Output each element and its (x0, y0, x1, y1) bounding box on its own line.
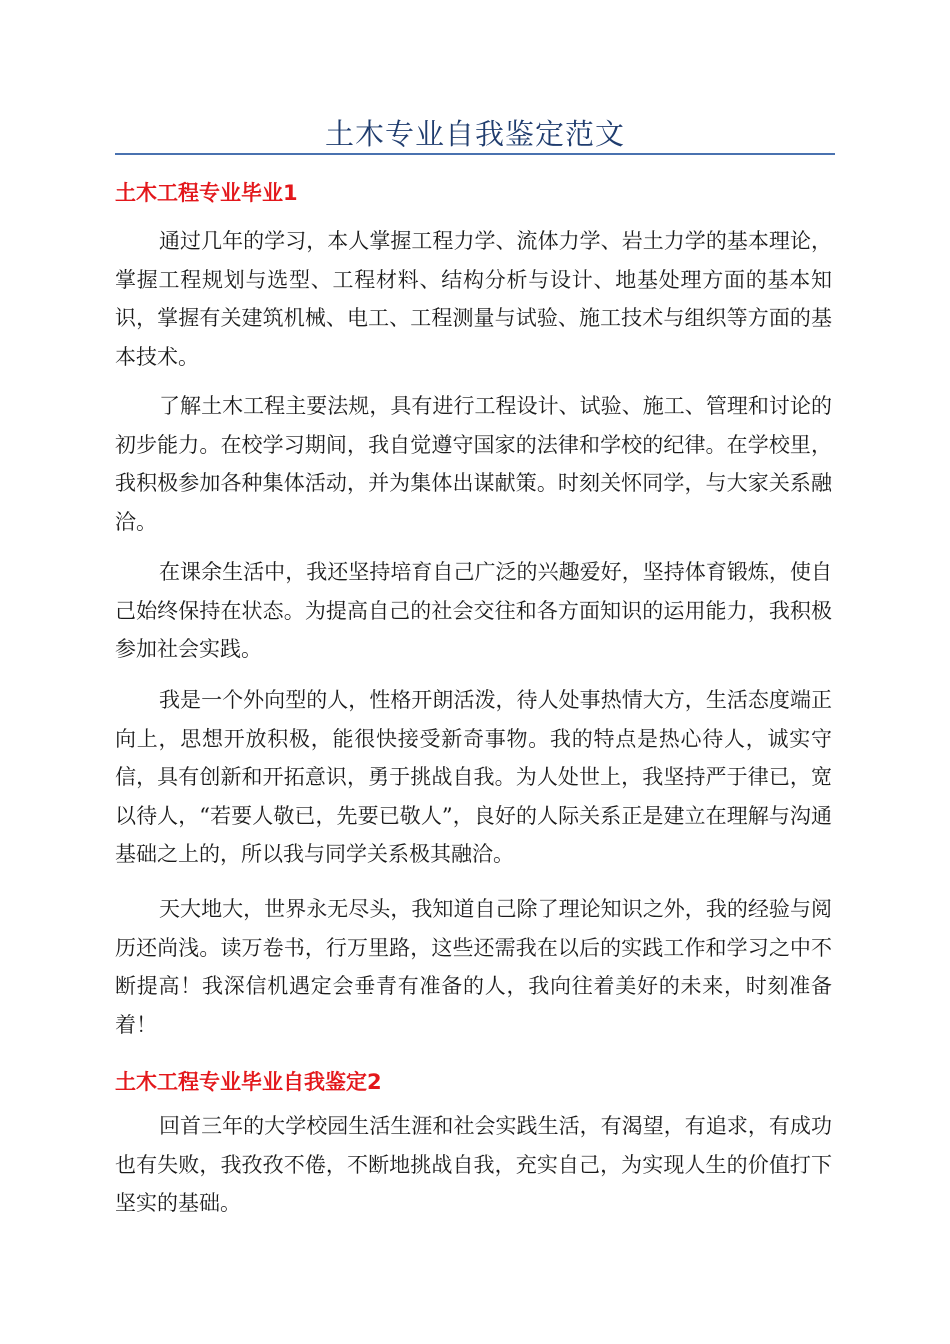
paragraph: 了解土木工程主要法规，具有进行工程设计、试验、施工、管理和讨论的初步能力。在校学习期间，我自觉遵守国家的法律和学校的纪律。在学校里，我积极参加各种集体活动，并为集体出谋献策。时刻关怀同学，与大家关系融洽。 (115, 394, 832, 534)
paragraph: 通过几年的学习，本人掌握工程力学、流体力学、岩土力学的基本理论，掌握工程规划与选型、工程材料、结构分析与设计、地基处理方面的基本知识，掌握有关建筑机械、电工、工程测量与试验、施工技术与组织等方面的基本技术。 (115, 229, 832, 369)
paragraph: 回首三年的大学校园生活生涯和社会实践生活，有渴望，有追求，有成功也有失败，我孜孜不倦，不断地挑战自我，充实自己，为实现人生的价值打下坚实的基础。 (115, 1114, 832, 1215)
document-title: 土木专业自我鉴定范文 (324, 117, 625, 151)
title-divider (115, 153, 835, 155)
paragraph: 天大地大，世界永无尽头，我知道自己除了理论知识之外，我的经验与阅历还尚浅。读万卷书，行万里路，这些还需我在以后的实践工作和学习之中不断提高！我深信机遇定会垂青有准备的人，我向往着美好的未来，时刻准备着！ (115, 897, 832, 1037)
paragraph: 在课余生活中，我还坚持培育自己广泛的兴趣爱好，坚持体育锻炼，使自己始终保持在状态。为提高自己的社会交往和各方面知识的运用能力，我积极参加社会实践。 (115, 560, 832, 661)
paragraph: 我是一个外向型的人，性格开朗活泼，待人处事热情大方，生活态度端正向上，思想开放积极，能很快接受新奇事物。我的特点是热心待人，诚实守信，具有创新和开拓意识，勇于挑战自我。为人处世上，我坚持严于律已，宽以待人，“若要人敬已，先要已敬人”，良好的人际关系正是建立在理解与沟通基础之上的，所以我与同学关系极其融洽。 (115, 688, 832, 866)
section-heading-1: 土木工程专业毕业1 (115, 181, 298, 205)
section-heading-2: 土木工程专业毕业自我鉴定2 (115, 1070, 382, 1094)
